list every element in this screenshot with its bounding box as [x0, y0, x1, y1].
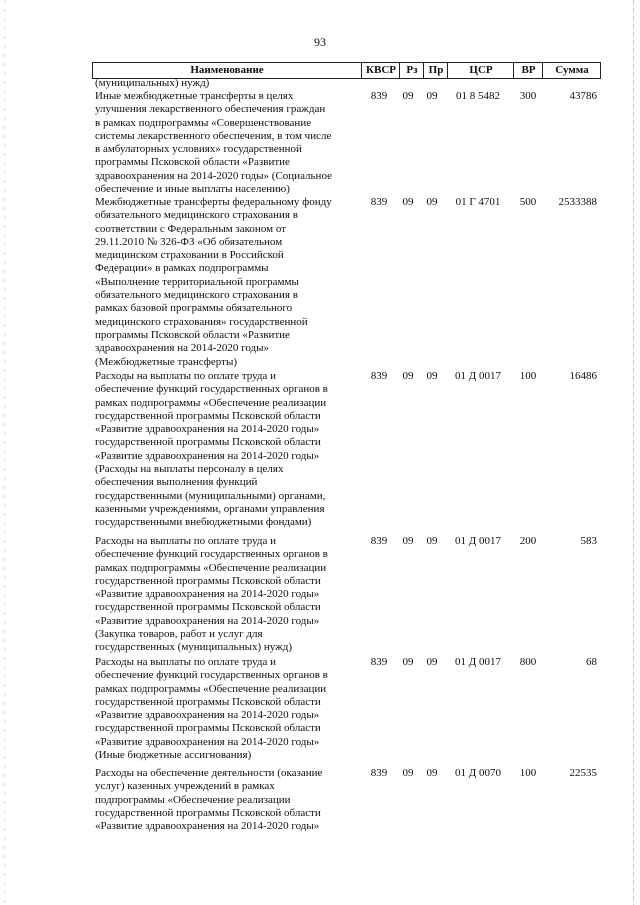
row-kvsr: 839 — [370, 656, 388, 668]
row-name: Расходы на выплаты по оплате труда и обеспечение функций государственных органов в рамках подпрограммы «Обеспечение реализации государственной программы Псковской области «Развитие здравоохранения на 2014-2020 годы» государственной программы Псковской области «Развитие здравоохранения на 2014-2020 годы» (Закупка товаров, работ и услуг для государственных (муниципальных) нужд) — [95, 535, 328, 654]
row-name: Иные межбюджетные трансферты в целях улучшения лекарственного обеспечения граждан в рамках подпрограммы «Совершенствование системы лекарственного обеспечения, в том числе в амбулаторных условиях» государственной программы Псковской области «Развитие здравоохранения на 2014-2020 годы» (Социальное обеспечение и иные выплаты населению) — [95, 90, 332, 196]
row-vr: 500 — [519, 196, 537, 208]
row-kvsr: 839 — [370, 196, 388, 208]
row-vr: 800 — [519, 656, 537, 668]
header-rz: Рз — [399, 63, 424, 78]
row-kvsr: 839 — [370, 767, 388, 779]
row-csr: 01 Д 0017 — [454, 535, 501, 547]
row-name: (муниципальных) нужд) — [95, 77, 210, 89]
row-kvsr: 839 — [370, 90, 388, 102]
row-rz: 09 — [402, 370, 414, 382]
row-pr: 09 — [426, 535, 438, 547]
header-sum: Сумма — [542, 63, 601, 78]
row-csr: 01 Д 0070 — [454, 767, 501, 779]
row-kvsr: 839 — [370, 370, 388, 382]
row-rz: 09 — [402, 196, 414, 208]
row-vr: 100 — [519, 767, 537, 779]
row-csr: 01 Д 0017 — [454, 656, 501, 668]
row-rz: 09 — [402, 90, 414, 102]
row-vr: 100 — [519, 370, 537, 382]
row-vr: 200 — [519, 535, 537, 547]
row-sum: 583 — [580, 535, 597, 547]
row-name: Межбюджетные трансферты федеральному фонду обязательного медицинского страхования в соответствии с Федеральным законом от 29.11.2010 № 326-ФЗ «Об обязательном медицинском страховании в Российской Федерации» в рамках подпрограммы «Выполнение территориальной программы обязательного медицинского страхования в рамках базовой программы обязательного медицинского страхования» государственной программы Псковской области «Развитие здравоохранения на 2014-2020 годы» (Межбюджетные трансферты) — [95, 196, 332, 368]
row-csr: 01 Д 0017 — [454, 370, 501, 382]
row-pr: 09 — [426, 656, 438, 668]
row-pr: 09 — [426, 196, 438, 208]
row-sum: 2533388 — [558, 196, 597, 208]
row-sum: 22535 — [569, 767, 597, 779]
header-vr: ВР — [513, 63, 543, 78]
row-sum: 16486 — [569, 370, 597, 382]
row-sum: 68 — [586, 656, 597, 668]
row-sum: 43786 — [569, 90, 597, 102]
row-rz: 09 — [402, 535, 414, 547]
row-pr: 09 — [426, 767, 438, 779]
page-number: 93 — [314, 35, 326, 49]
row-vr: 300 — [519, 90, 537, 102]
header-name: Наименование — [190, 64, 264, 76]
header-csr: ЦСР — [447, 63, 514, 78]
row-name: Расходы на выплаты по оплате труда и обеспечение функций государственных органов в рамках подпрограммы «Обеспечение реализации государственной программы Псковской области «Развитие здравоохранения на 2014-2020 годы» государственной программы Псковской области «Развитие здравоохранения на 2014-2020 годы» (Расходы на выплаты персоналу в целях обеспечения выполнения функций государственными (муниципальными) органами, казенными учреждениями, органами управления государственными внебюджетными фондами) — [95, 370, 328, 529]
row-kvsr: 839 — [370, 535, 388, 547]
scan-edge-left — [4, 0, 5, 905]
row-name: Расходы на обеспечение деятельности (оказание услуг) казенных учреждений в рамках подпрограммы «Обеспечение реализации государственной программы Псковской области «Развитие здравоохранения на 2014-2020 годы» — [95, 767, 323, 833]
row-csr: 01 Г 4701 — [455, 196, 501, 208]
row-csr: 01 8 5482 — [456, 90, 500, 102]
row-pr: 09 — [426, 370, 438, 382]
header-kvsr: КВСР — [361, 63, 400, 78]
row-name: Расходы на выплаты по оплате труда и обеспечение функций государственных органов в рамках подпрограммы «Обеспечение реализации государственной программы Псковской области «Развитие здравоохранения на 2014-2020 годы» государственной программы Псковской области «Развитие здравоохранения на 2014-2020 годы» (Иные бюджетные ассигнования) — [95, 656, 328, 762]
header-pr: Пр — [423, 63, 448, 78]
row-rz: 09 — [402, 767, 414, 779]
row-rz: 09 — [402, 656, 414, 668]
scan-edge-right — [633, 0, 634, 905]
row-pr: 09 — [426, 90, 438, 102]
